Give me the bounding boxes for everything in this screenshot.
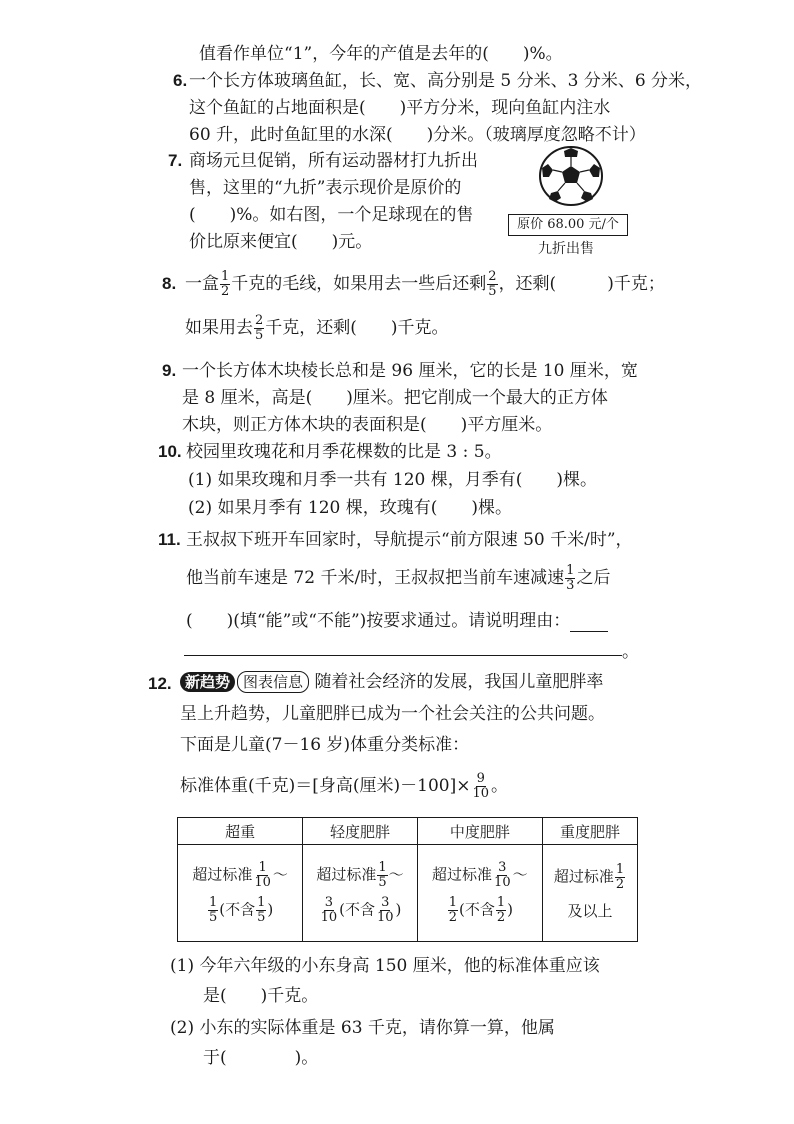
- q12-line-1: 新趋势 图表信息 随着社会经济的发展，我国儿童肥胖率: [180, 671, 603, 693]
- table-header: 中度肥胖: [417, 818, 542, 845]
- q8-line-1: 一盒 $\frac{1}{2}$ 千克的毛线，如果用去一些后还剩 $\frac{2}{5}$ ，还剩( )千克；: [185, 269, 665, 299]
- q12-number: 12.: [148, 674, 172, 693]
- fraction: $\frac{2}{5}$: [488, 269, 497, 299]
- q7-line-3: ( )%。如右图，一个足球现在的售: [189, 205, 474, 225]
- table-row: [178, 845, 638, 942]
- fraction: $\frac{1}{3}$: [566, 563, 575, 593]
- q12-line-2: 呈上升趋势，儿童肥胖已成为一个社会关注的公共问题。: [180, 704, 605, 724]
- q8-number: 8.: [162, 274, 177, 293]
- reason-answer-line-2[interactable]: [184, 655, 622, 656]
- table-cell: 超过标准 $\frac{3}{10}$ ～ $\frac{1}{2}$ (不含 $\frac{1}{2}$ ): [417, 845, 542, 942]
- price-tag: [508, 214, 628, 236]
- q8-line-2: 如果用去 $\frac{2}{5}$ 千克，还剩( )千克。: [185, 313, 449, 343]
- q9-line-2: 是 8 厘米，高是( )厘米。把它削成一个最大的正方体: [182, 388, 608, 408]
- q12-sub-1-line-2: 是( )千克。: [203, 986, 319, 1006]
- price-tag-text: 原价 68.00 元/个: [517, 217, 619, 232]
- table-header: 超重: [178, 818, 303, 845]
- q10-sub-1: (1) 如果玫瑰和月季一共有 120 棵，月季有( )棵。: [188, 470, 598, 490]
- q12-line-3: 下面是儿童(7－16 岁)体重分类标准：: [180, 735, 470, 755]
- table-cell: 超过标准 $\frac{1}{10}$ ～ $\frac{1}{5}$ (不含 $\frac{1}{5}$ ): [178, 845, 303, 942]
- q6-line-2: 这个鱼缸的占地面积是( )平方分米，现向鱼缸内注水: [189, 98, 611, 118]
- q11-line-1: 王叔叔下班开车回家时，导航提示“前方限速 50 千米/时”，: [186, 530, 633, 550]
- weight-formula: 标准体重(千克)＝[身高(厘米)－100]× $\frac{9}{10}$ 。: [180, 771, 509, 801]
- q5-tail-text: 值看作单位“1”，今年的产值是去年的( )%。: [199, 44, 563, 64]
- q12-sub-2-line-2: 于( )。: [203, 1048, 319, 1068]
- price-caption: 九折出售: [538, 241, 594, 257]
- q7-line-1: 商场元旦促销，所有运动器材打九折出: [189, 151, 478, 171]
- table-header: 重度肥胖: [542, 818, 637, 845]
- q6-line-3: 60 升，此时鱼缸里的水深( )分米。（玻璃厚度忽略不计）: [189, 125, 646, 145]
- fraction: $\frac{9}{10}$: [472, 771, 490, 801]
- fraction: $\frac{1}{2}$: [221, 269, 230, 299]
- q6-line-1: 一个长方体玻璃鱼缸，长、宽、高分别是 5 分米、3 分米、6 分米，: [189, 71, 703, 91]
- soccer-ball-icon: [536, 144, 606, 208]
- table-header: 轻度肥胖: [303, 818, 418, 845]
- table-cell: 超过标准 $\frac{1}{2}$ 及以上: [542, 845, 637, 942]
- weight-classification-table: [177, 817, 638, 942]
- table-cell: 超过标准 $\frac{1}{5}$ ～ $\frac{3}{10}$ (不含 $\frac{3}{10}$ ): [303, 845, 418, 942]
- q7-number: 7.: [168, 151, 183, 170]
- q10-sub-2: (2) 如果月季有 120 棵，玫瑰有( )棵。: [188, 498, 513, 518]
- table-header-row: [178, 818, 638, 845]
- q11-line-3: ( )(填“能”或“不能”)按要求通过。请说明理由：: [186, 610, 608, 632]
- q6-number: 6.: [173, 71, 188, 90]
- q11-number: 11.: [158, 530, 181, 549]
- q9-line-1: 一个长方体木块棱长总和是 96 厘米，它的长是 10 厘米，宽: [182, 361, 638, 381]
- q9-line-3: 木块，则正方体木块的表面积是( )平方厘米。: [182, 415, 553, 435]
- q12-sub-2-line-1: (2) 小东的实际体重是 63 千克，请你算一算，他属: [170, 1018, 555, 1038]
- q12-sub-1-line-1: (1) 今年六年级的小东身高 150 厘米，他的标准体重应该: [170, 956, 600, 976]
- q10-number: 10.: [158, 442, 182, 461]
- q11-end: 。: [622, 642, 639, 662]
- q9-number: 9.: [162, 361, 177, 380]
- q7-line-2: 售，这里的“九折”表示现价是原价的: [189, 178, 462, 198]
- q10-line-1: 校园里玫瑰花和月季花棵数的比是 3 : 5。: [186, 442, 502, 462]
- reason-answer-line[interactable]: [570, 613, 608, 632]
- q11-line-2: 他当前车速是 72 千米/时，王叔叔把当前车速减速 $\frac{1}{3}$ 之后: [186, 563, 611, 593]
- fraction: $\frac{2}{5}$: [255, 313, 264, 343]
- chart-info-badge: 图表信息: [237, 671, 309, 693]
- q7-line-4: 价比原来便宜( )元。: [189, 232, 373, 252]
- new-trend-badge: 新趋势: [180, 672, 235, 692]
